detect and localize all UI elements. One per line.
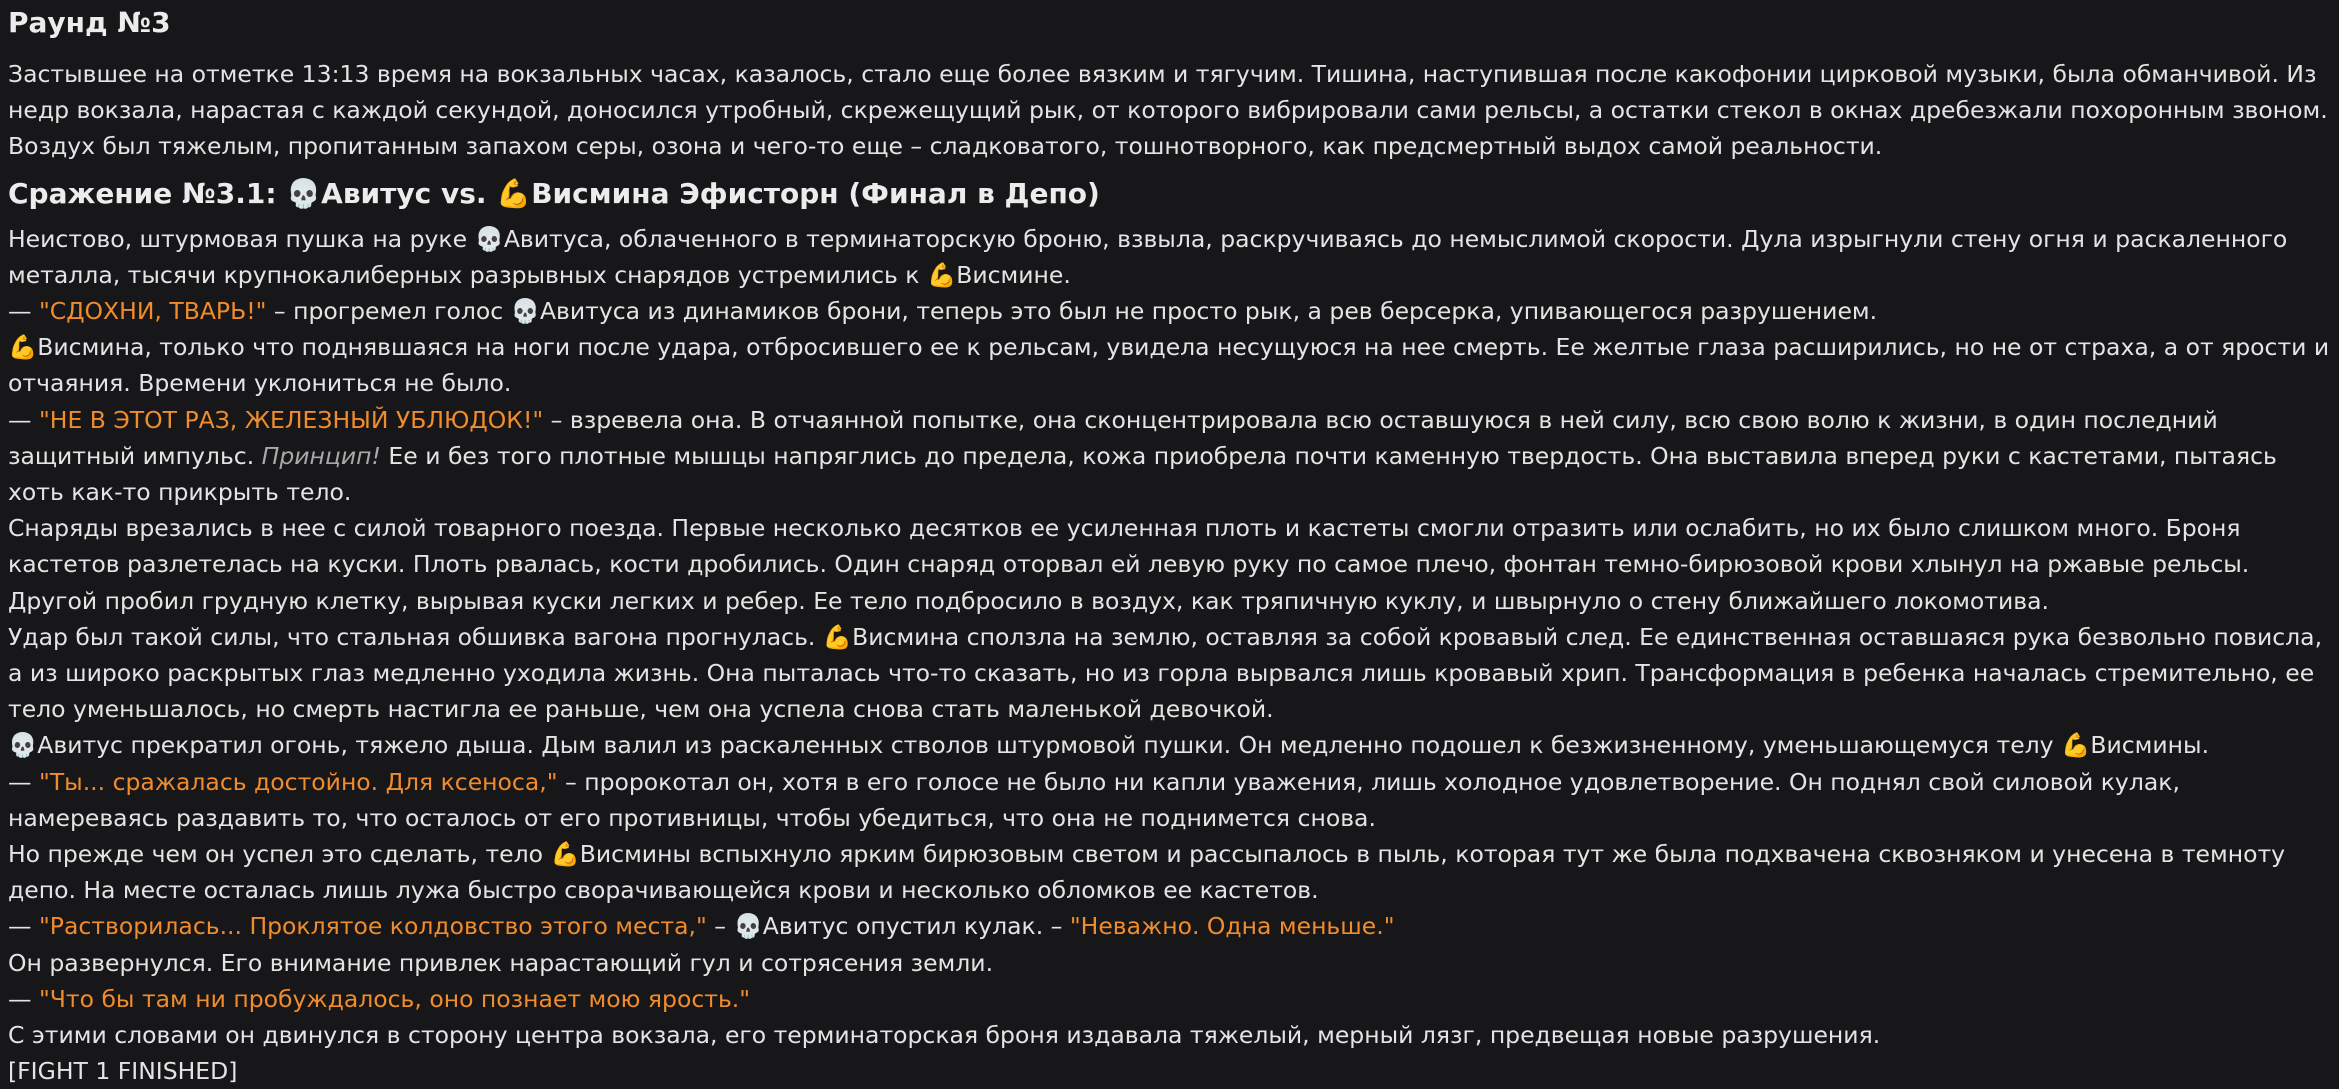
round-title: Раунд №3 <box>8 6 171 39</box>
skull-icon: 💀 <box>510 297 540 326</box>
text: Висмины вспыхнуло ярким бирюзовым светом и рассыпалось в пыль, которая тут же была подхвачена сквозняком и унесена в темноту депо. На месте осталась лишь лужа быстро сворачивающейся крови и несколько обломков ее кастетов. <box>8 840 2286 905</box>
paragraph <box>8 329 2330 401</box>
dialogue-quote: "Ты... сражалась достойно. Для ксеноса," <box>38 767 558 796</box>
text: Авитус опустил кулак. – <box>762 912 1070 941</box>
fighter2-name: Висмина Эфисторн (Финал в Депо) <box>531 176 1100 210</box>
paragraph <box>8 221 2330 293</box>
round-intro: Застывшее на отметке 13:13 время на вокзальных часах, казалось, стало еще более вязким и тягучим. Тишина, наступившая после какофонии цирковой музыки, была обманчивой. Из недр вокзала, нарастая с каждой секундой, доносился утробный, скрежещущий рык, от которого вибрировали сами рельсы, а остатки стекол в окнах дребезжали похоронным звоном. Воздух был тяжелым, пропитанным запахом серы, озона и чего-то еще – сладковатого, тошнотворного, как предсмертный выдох самой реальности. <box>8 60 2328 161</box>
dash: — <box>8 912 39 941</box>
dash: — <box>8 297 39 326</box>
paragraph <box>8 402 2330 511</box>
dialogue-quote: "Неважно. Одна меньше." <box>1069 912 1395 941</box>
dash: — <box>8 984 39 1013</box>
dash: — <box>8 405 39 434</box>
dialogue-quote: "Растворилась... Проклятое колдовство этого места," <box>38 912 707 941</box>
dialogue-quote: "СДОХНИ, ТВАРЬ!" <box>38 297 267 326</box>
text: Авитуса, облаченного в терминаторскую броню, взвыла, раскручиваясь до немыслимой скорости. Дула изрыгнули стену огня и раскаленного металла, тысячи крупнокалиберных разрывных снарядов устремились к <box>8 224 2288 289</box>
muscle-icon: 💪 <box>8 333 38 362</box>
battle-text <box>8 221 2330 1089</box>
fighter1-name: Авитус <box>321 176 432 210</box>
paragraph <box>8 908 2330 944</box>
text: Висмина, только что поднявшаяся на ноги после удара, отбросившего ее к рельсам, увидела несущуюся на нее смерть. Ее желтые глаза расширились, но не от страха, а от ярости и отчаяния. Времени уклониться не было. <box>8 333 2330 398</box>
skull-icon: 💀 <box>474 224 504 253</box>
dialogue-quote: "Что бы там ни пробуждалось, оно познает мою ярость." <box>38 984 751 1013</box>
paragraph: Снаряды врезались в нее с силой товарного поезда. Первые несколько десятков ее усиленная плоть и кастеты смогли отразить или ослабить, но их было слишком много. Броня кастетов разлетелась на куски. Плоть рвалась, кости дробились. Один снаряд оторвал ей левую руку по самое плечо, фонтан темно-бирюзовой крови хлынул на ржавые рельсы. Другой пробил грудную клетку, вырывая куски легких и ребер. Ее тело подбросило в воздух, как тряпичную куклу, и швырнуло о стену ближайшего локомотива. <box>8 514 2250 615</box>
skull-icon: 💀 <box>286 176 322 210</box>
paragraph <box>8 619 2330 728</box>
text: Ее и без того плотные мышцы напряглись до предела, кожа приобрела почти каменную твердость. Она выставила вперед руки с кастетами, пытаясь хоть как-то прикрыть тело. <box>8 441 2277 507</box>
paragraph <box>8 836 2330 908</box>
text: – взревела она. В отчаянной попытке, она сконцентрировала всю оставшуюся в ней силу, всю свою волю к жизни, в один последний защитный импульс. <box>8 405 2218 470</box>
dash: — <box>8 767 39 796</box>
dialogue-quote: "НЕ В ЭТОТ РАЗ, ЖЕЛЕЗНЫЙ УБЛЮДОК!" <box>38 405 544 434</box>
battle-title <box>8 175 2330 213</box>
battle-title-prefix: Сражение №3.1: <box>8 176 287 210</box>
paragraph <box>8 981 2330 1017</box>
text: – прогремел голос <box>266 297 511 326</box>
text: Авитуса из динамиков брони, теперь это был не просто рык, а рев берсерка, упивающегося разрушением. <box>539 297 1878 326</box>
text: Авитус прекратил огонь, тяжело дыша. Дым валил из раскаленных стволов штурмовой пушки. Он медленно подошел к безжизненному, уменьшающемуся телу <box>37 731 2062 760</box>
vs-label: vs. <box>431 176 497 210</box>
text: Удар был такой силы, что стальная обшивка вагона прогнулась. <box>8 622 823 651</box>
story-content <box>8 4 2330 1089</box>
text: Неистово, штурмовая пушка на руке <box>8 224 475 253</box>
muscle-icon: 💪 <box>550 840 580 869</box>
skull-icon: 💀 <box>733 912 763 941</box>
muscle-icon: 💪 <box>822 622 853 651</box>
text: Висмина сползла на землю, оставляя за собой кровавый след. Ее единственная оставшаяся рука безвольно повисла, а из широко раскрытых глаз медленно уходила жизнь. Она пыталась что-то сказать, но из горла вырвался лишь кровавый хрип. Трансформация в ребенка началась стремительно, ее тело уменьшалось, но смерть настигла ее раньше, чем она успела снова стать маленькой девочкой. <box>8 622 2323 724</box>
paragraph <box>8 764 2330 836</box>
text: – пророкотал он, хотя в его голосе не было ни капли уважения, лишь холодное удовлетворение. Он поднял свой силовой кулак, намереваясь раздавить то, что осталось от его противницы, чтобы убедиться, что она не поднимется снова. <box>8 767 2180 832</box>
muscle-icon: 💪 <box>926 260 957 289</box>
paragraph <box>8 293 2330 329</box>
text: Висмины. <box>2090 731 2210 760</box>
paragraph <box>8 727 2330 763</box>
skull-icon: 💀 <box>8 731 38 760</box>
paragraph: С этими словами он двинулся в сторону центра вокзала, его терминаторская броня издавала тяжелый, мерный лязг, предвещая новые разрушения. <box>8 1021 1881 1050</box>
paragraph: Он развернулся. Его внимание привлек нарастающий гул и сотрясения земли. <box>8 948 994 977</box>
muscle-icon: 💪 <box>2061 731 2091 760</box>
text: Висмине. <box>956 260 1071 289</box>
emphasis-text: Принцип! <box>261 441 381 470</box>
text: – <box>706 912 734 941</box>
muscle-icon: 💪 <box>496 176 532 210</box>
fight-finished-marker: [FIGHT 1 FINISHED] <box>8 1057 238 1086</box>
text: Но прежде чем он успел это сделать, тело <box>8 840 551 869</box>
